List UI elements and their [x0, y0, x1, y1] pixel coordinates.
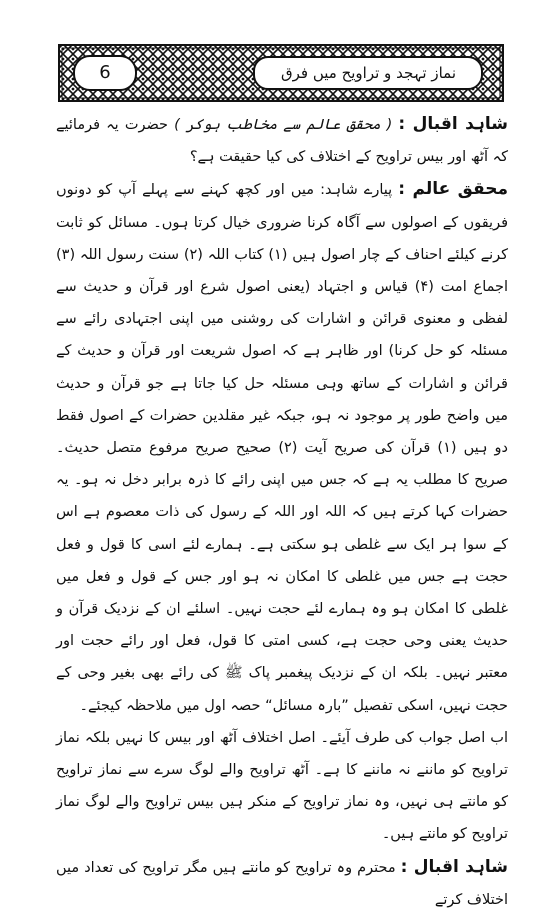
paragraph-followup — [56, 851, 508, 916]
speaker-label: محقق عالم : — [398, 179, 508, 200]
speaker-note: ( محقق عالم سے مخاطب ہوکر ) — [174, 117, 393, 133]
paragraph-text: پیارے شاہد: میں اور کچھ کہنے سے پہلے آپ کو دونوں فریقوں کے اصولوں سے آگاہ کرنا ضروری خیال کرتا ہوں۔ مسائل کو ثابت کرنے کیلئے احناف کے چار اصول ہیں (۱) کتاب اللہ (۲) سنت رسول اللہ (۳) اجماع امت (۴) قیاس و اجتہاد (یعنی اصول شرع اور قرآن و حدیث سے لفظی و معنوی قرائن و اشارات کی روشنی میں اپنی اجتہادی رائے سے مسئلہ کو حل کرنا) اور ظاہر ہے کہ اصول شریعت اور قرآن و حدیث کے قرائن و اشارات کے ساتھ وہی مسئلہ حل کیا جاتا ہے جو قرآن و حدیث میں واضح طور پر موجود نہ ہو، جبکہ غیر مقلدین حضرات کے اصول فقط دو ہیں (۱) قرآن کی صریح آیت (۲) صحیح صریح مرفوع متصل حدیث۔ صریح کا مطلب یہ ہے کہ جس میں اپنی رائے کا ذرہ برابر دخل نہ ہو۔ یہ حضرات کہا کرتے ہیں کہ اللہ اور اللہ کے رسول کی ذات معصوم ہے اس کے سوا ہر ایک سے غلطی ہو سکتی ہے۔ ہمارے لئے اسی کا قول و فعل حجت ہے جس میں غلطی کا امکان نہ ہو اور جس کے قول و فعل میں غلطی کا امکان ہو وہ ہمارے لئے حجت نہیں۔ اسلئے ان کے نزدیک قرآن و حدیث یعنی وحی حجت ہے، کسی امتی کا قول، فعل اور رائے حجت اور معتبر نہیں۔ بلکہ ان کے نزدیک پیغمبر پاک ﷺ کی رائے بھی بغیر وحی کے حجت نہیں، اسکی تفصیل ”بارہ مسائل“ حصہ اول میں ملاحظہ کیجئے۔ — [56, 182, 509, 714]
paragraph-text: اب اصل جواب کی طرف آیئے۔ اصل اختلاف آٹھ اور بیس کا نہیں بلکہ نماز تراویح کو ماننے نہ ماننے کا ہے۔ آٹھ تراویح والے لوگ سرے سے نماز تراویح کو مانتے ہی نہیں، وہ نماز تراویح کے منکر ہیں بیس تراویح والے لوگ نماز تراویح کو مانتے ہیں۔ — [56, 729, 508, 843]
paragraph-text: محترم وہ تراویح کو مانتے ہیں مگر تراویح کی تعداد میں اختلاف کرتے — [56, 859, 508, 908]
paragraph-answer — [56, 173, 508, 721]
page-header — [58, 44, 504, 102]
paragraph-question — [56, 108, 508, 173]
page-number: 6 — [99, 62, 111, 83]
paragraph-explanation — [56, 722, 508, 851]
paragraph-text: حضرت یہ فرمائیے کہ آٹھ اور بیس تراویح کے اختلاف کی کیا حقیقت ہے؟ — [56, 117, 508, 166]
speaker-label: شاہد اقبال : — [398, 114, 508, 134]
page-body — [56, 108, 508, 916]
speaker-label: شاہد اقبال : — [400, 856, 508, 877]
running-title: نماز تہجد و تراویح میں فرق — [280, 64, 457, 82]
